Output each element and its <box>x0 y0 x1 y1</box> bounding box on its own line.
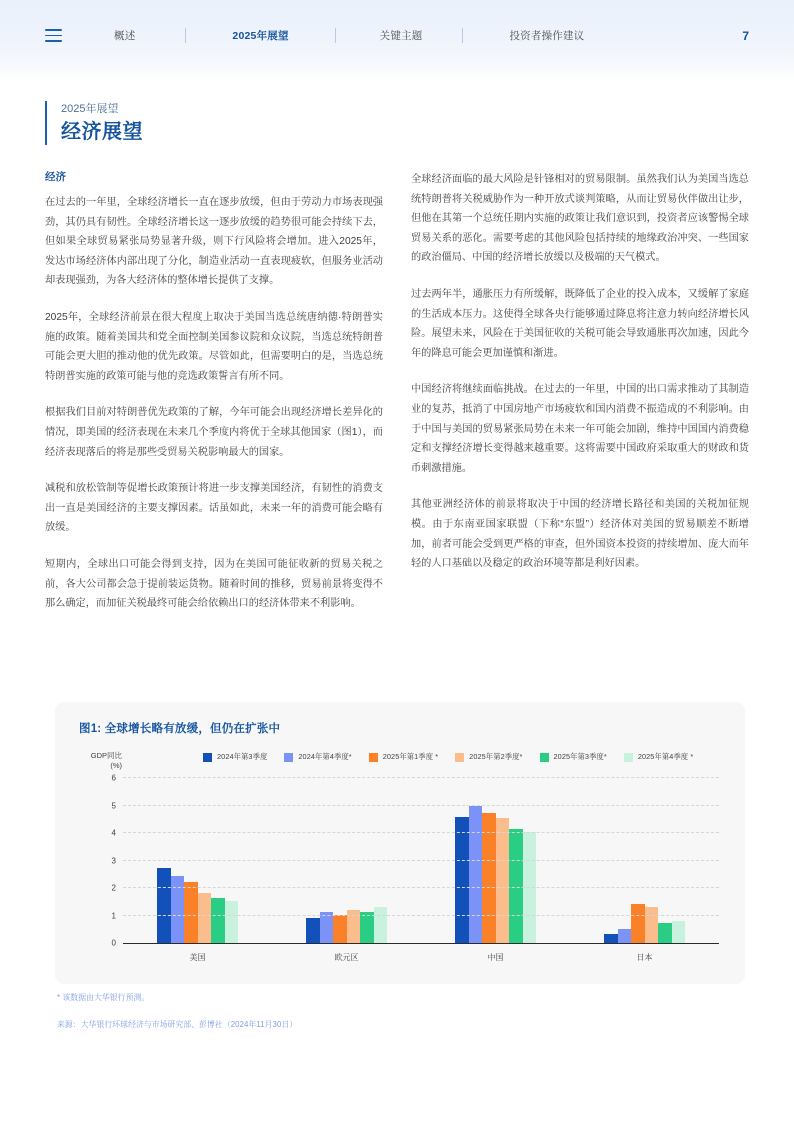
nav-divider <box>185 28 186 43</box>
legend-item[interactable] <box>369 752 438 762</box>
chart-bar[interactable] <box>496 818 510 942</box>
chart-bar[interactable] <box>198 893 212 943</box>
nav-item-outlook-2025[interactable]: 2025年展望 <box>232 30 289 42</box>
top-navigation <box>114 28 584 43</box>
chart-gridline <box>111 828 719 838</box>
legend-label: 2025年第3季度* <box>553 752 607 761</box>
chart-bar[interactable] <box>672 921 686 943</box>
chart-title: 图1: 全球增长略有放缓，但仍在扩张中 <box>79 723 281 735</box>
chart-bar[interactable] <box>320 912 334 942</box>
chart-card <box>55 702 745 984</box>
chart-gridline <box>111 911 719 921</box>
chart-x-axis <box>123 943 719 944</box>
chart-source: 来源：大华银行环球经济与市场研究部、彭博社（2024年11月30日） <box>57 1020 298 1029</box>
legend-item[interactable] <box>284 752 351 762</box>
chart-gridline <box>111 801 719 811</box>
paragraph: 中国经济将继续面临挑战。在过去的一年里，中国的出口需求推动了其制造业的复苏，抵消了中国房地产市场疲软和国内消费不振造成的不利影响。由于中国与美国的贸易紧张局势在未来一年可能会加剧，维持中国国内消费稳定和支撑经济增长变得越来越重要。这将需要中国政府采取重大的财政和货币刺激措施。 <box>411 384 749 474</box>
legend-swatch-icon <box>284 753 293 762</box>
article-body <box>45 170 749 614</box>
legend-swatch-icon <box>540 753 549 762</box>
legend-label: 2025年第1季度 * <box>382 752 439 761</box>
nav-item-key-themes[interactable]: 关键主题 <box>379 30 423 42</box>
chart-y-tick-label: 3 <box>111 856 116 866</box>
hamburger-menu-icon[interactable] <box>45 29 62 42</box>
chart-bar[interactable] <box>225 901 239 942</box>
nav-item-overview[interactable]: 概述 <box>114 30 136 42</box>
legend-item[interactable] <box>203 752 267 762</box>
paragraph: 减税和放松管制等促增长政策预计将进一步支撑美国经济，有韧性的消费支出一直是美国经济的主要支撑因素。话虽如此，未来一年的消费可能会略有放缓。 <box>45 483 383 534</box>
paragraph: 过去两年半，通胀压力有所缓解，既降低了企业的投入成本，又缓解了家庭的生活成本压力。这使得全球各央行能够通过降息将注意力转向经济增长风险。展望未来，风险在于美国征收的关税可能会导致通胀再次加速，因此今年的降息可能会更加谨慎和渐进。 <box>411 288 749 359</box>
chart-y-axis-title <box>78 751 122 771</box>
paragraph: 2025年，全球经济前景在很大程度上取决于美国当选总统唐纳德·特朗普实施的政策。随着美国共和党全面控制美国参议院和众议院，当选总统特朗普可能会更大胆的推动他的优先政策。尽管如此，但需要明白的是，当选总统特朗普实施的政策可能与他的竞选政策誓言有所不同。 <box>45 311 383 382</box>
paragraph: 在过去的一年里，全球经济增长一直在逐步放缓，但由于劳动力市场表现强劲，其仍具有韧性。全球经济增长这一逐步放缓的趋势很可能会持续下去，但如果全球贸易紧张局势显著升级，则下行风险将会增加。进入2025年，发达市场经济体内部出现了分化，制造业活动一直表现疲软，但服务业活动却表现强劲，为各大经济体的整体增长提供了支撑。 <box>45 197 383 287</box>
page-title: 经济展望 <box>61 121 143 143</box>
chart-y-tick-label: 6 <box>111 773 116 783</box>
chart-y-tick-label: 4 <box>111 828 116 838</box>
chart-gridline <box>111 883 719 893</box>
page-title-block <box>45 101 143 145</box>
chart-legend <box>203 752 710 762</box>
chart-bar[interactable] <box>509 829 523 942</box>
chart-bar[interactable] <box>360 912 374 942</box>
legend-item[interactable] <box>624 752 693 762</box>
chart-bar[interactable] <box>333 915 347 943</box>
legend-item[interactable] <box>540 752 607 762</box>
chart-x-tick-label: 日本 <box>636 952 653 962</box>
section-label-economy: 经济 <box>45 171 66 183</box>
legend-label: 2024年第3季度 <box>217 752 268 761</box>
chart-bar[interactable] <box>306 918 320 943</box>
chart-bar[interactable] <box>604 934 618 942</box>
legend-item[interactable] <box>455 752 522 762</box>
chart-gridline <box>111 856 719 866</box>
legend-label: 2025年第4季度 * <box>637 752 694 761</box>
chart-x-tick-label: 美国 <box>189 952 206 962</box>
chart-y-tick-label: 5 <box>111 801 116 811</box>
chart-bar[interactable] <box>171 876 185 942</box>
nav-divider <box>462 28 463 43</box>
chart-y-tick-label: 1 <box>111 911 116 921</box>
chart-plot-area <box>111 773 719 962</box>
page-kicker: 2025年展望 <box>61 103 119 115</box>
left-column <box>45 170 383 614</box>
chart-bar[interactable] <box>469 806 483 943</box>
legend-label: 2024年第4季度* <box>298 752 352 761</box>
legend-label: 2025年第2季度* <box>469 752 523 761</box>
legend-swatch-icon <box>203 753 212 762</box>
chart-y-tick-label: 0 <box>111 938 116 948</box>
page-header <box>0 0 794 82</box>
right-column <box>411 170 749 614</box>
chart-footnote: * 该数据由大华银行预测。 <box>57 993 150 1002</box>
paragraph: 其他亚洲经济体的前景将取决于中国的经济增长路径和美国的关税加征规模。由于东南亚国家联盟（下称“东盟”）经济体对美国的贸易顺差不断增加，前者可能会受到更严格的审查，但外国资本投资的持续增加、庞大而年轻的人口基础以及稳定的政治环境等都是利好因素。 <box>411 499 749 570</box>
header-nav-bar <box>45 28 749 43</box>
chart-bar[interactable] <box>658 923 672 942</box>
chart-bar[interactable] <box>631 904 645 943</box>
chart-bar[interactable] <box>374 907 388 943</box>
chart-bar[interactable] <box>455 817 469 943</box>
legend-swatch-icon <box>369 753 378 762</box>
y-axis-title-line1: GDP同比 <box>90 751 122 760</box>
paragraph: 短期内，全球出口可能会得到支持，因为在美国可能征收新的贸易关税之前，各大公司都会急于提前装运货物。随着时间的推移，贸易前景将变得不那么确定，而加征关税最终可能会给依赖出口的经济体带来不利影响。 <box>45 558 383 610</box>
chart-gridline <box>111 773 719 783</box>
chart-bar[interactable] <box>184 882 198 943</box>
chart-bar[interactable] <box>211 898 225 942</box>
chart-bar[interactable] <box>618 929 632 943</box>
chart-x-tick-label: 欧元区 <box>334 952 359 962</box>
chart-bar[interactable] <box>645 907 659 943</box>
legend-swatch-icon <box>624 753 633 762</box>
chart-x-tick-label: 中国 <box>487 952 504 962</box>
nav-divider <box>335 28 336 43</box>
chart-bar[interactable] <box>157 868 171 943</box>
nav-item-investor-actions[interactable]: 投资者操作建议 <box>509 30 585 42</box>
paragraph: 全球经济面临的最大风险是针锋相对的贸易限制。虽然我们认为美国当选总统特朗普将关税威胁作为一种开放式谈判策略，从而让贸易伙伴做出让步，但他在其第一个总统任期内实施的政策让我们意识到，投资者应该警惕全球贸易关系的恶化。需要考虑的其他风险包括持续的地缘政治冲突、一些国家的政治僵局、中国的经济增长放缓以及极端的天气模式。 <box>411 174 749 264</box>
legend-swatch-icon <box>455 753 464 762</box>
paragraph: 根据我们目前对特朗普优先政策的了解，今年可能会出现经济增长差异化的情况，即美国的经济表现在未来几个季度内将优于全球其他国家（图1），而经济表现落后的将是那些受贸易关税影响最大的国家。 <box>45 407 383 458</box>
y-axis-title-line2: (%) <box>110 761 122 770</box>
page-number: 7 <box>742 28 749 43</box>
chart-y-tick-label: 2 <box>111 883 116 893</box>
